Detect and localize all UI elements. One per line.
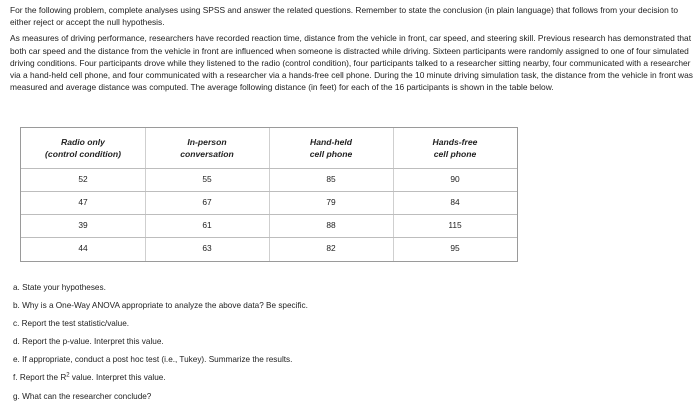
question-b: b. Why is a One-Way ANOVA appropriate to analyze the above data? Be specific. — [13, 301, 308, 311]
header-radio-only: Radio only (control condition) — [45, 137, 121, 159]
superscript-two: 2 — [66, 372, 70, 379]
question-g: g. What can the researcher conclude? — [13, 391, 152, 401]
data-table — [20, 127, 518, 262]
table-cell: 84 — [450, 197, 460, 207]
question-d: d. Report the p-value. Interpret this value. — [13, 337, 164, 347]
table-cell: 79 — [326, 197, 336, 207]
table-cell: 63 — [202, 243, 212, 253]
table-cell: 47 — [78, 197, 88, 207]
table-cell: 67 — [202, 197, 212, 207]
intro-paragraph-1: For the following problem, complete analyses using SPSS and answer the related questions. Remember to state the conclusion (in plain language) that follows from your decision to either reject or accept the null hypothesis. — [10, 5, 679, 28]
table-cell: 82 — [326, 243, 336, 253]
table-cell: 61 — [202, 220, 212, 230]
table-header — [21, 128, 517, 168]
table-cell: 115 — [448, 220, 462, 230]
question-f — [13, 369, 693, 387]
question-f-prefix: f. Report the R — [13, 373, 67, 383]
table-cell: 52 — [78, 174, 88, 184]
instructions — [10, 4, 694, 93]
table-row — [21, 237, 517, 260]
table-cell: 39 — [78, 220, 88, 230]
table-cell: 95 — [450, 243, 460, 253]
question-e: e. If appropriate, conduct a post hoc test (i.e., Tukey). Summarize the results. — [13, 355, 293, 365]
intro-paragraph-2: As measures of driving performance, researchers have recorded reaction time, distance from the vehicle in front, car speed, and steering skill. Previous research has demonstrated that both car speed and the distance from the vehicle in front are influenced when someone is distracted while driving. Sixteen participants were randomly assigned to one of four simulated driving conditions. Four participants drove while they listened to the radio (control condition), four participants talked to a researcher sitting nearby, four communicated with a researcher via a hand-held cell phone, and four communicated with a researcher via a hands-free cell phone. During the 10 minute driving simulation task, the distance from the vehicle in front was measured and average distance was computed. The average following distance (in feet) for each of the 16 participants is shown in the table below. — [10, 33, 693, 93]
question-f-suffix: value. Interpret this value. — [69, 373, 166, 383]
table-cell: 85 — [326, 174, 336, 184]
question-a: a. State your hypotheses. — [13, 283, 106, 292]
table-row — [21, 214, 517, 237]
header-in-person: In-person conversation — [180, 137, 234, 159]
question-list — [13, 279, 693, 406]
table-row — [21, 168, 517, 191]
table-cell: 55 — [202, 174, 212, 184]
question-c: c. Report the test statistic/value. — [13, 319, 130, 329]
table-cell: 88 — [326, 220, 336, 230]
table-row — [21, 191, 517, 214]
header-hand-held: Hand-held cell phone — [309, 137, 353, 159]
header-hands-free: Hands-free cell phone — [432, 137, 478, 159]
table-cell: 90 — [450, 174, 460, 184]
table-cell: 44 — [78, 243, 88, 253]
